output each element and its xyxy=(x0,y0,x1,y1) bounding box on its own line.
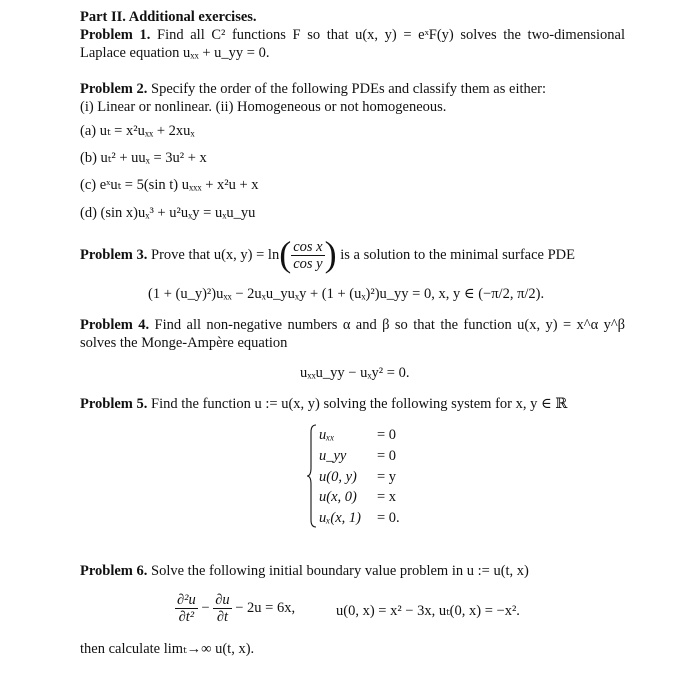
problem-2-line2: (i) Linear or nonlinear. (ii) Homogeneous or not homogeneous. xyxy=(80,99,447,115)
system-row: uₓₓ = 0 xyxy=(319,427,397,443)
problem-4-line2: solves the Monge-Ampère equation xyxy=(80,335,288,351)
left-brace xyxy=(307,424,317,528)
problem-2-item-c: (c) eˣuₜ = 5(sin t) uₓₓₓ + x²u + x xyxy=(80,177,259,193)
problem-2 xyxy=(80,80,546,116)
problem-3-pre: Prove that u(x, y) = ln xyxy=(151,247,280,263)
system-row: u(x, 0) = x xyxy=(319,489,397,505)
system-row: u_yy = 0 xyxy=(319,448,397,464)
left-paren: ( xyxy=(279,233,292,274)
problem-3-fraction xyxy=(291,239,324,272)
problem-4-line1: Find all non-negative numbers α and β so that the function u(x, y) = x^α y^β xyxy=(154,317,625,333)
problem-3 xyxy=(80,233,576,274)
right-paren: ) xyxy=(324,233,337,274)
problem-6-final: then calculate limₜ→∞ u(t, x). xyxy=(80,641,255,657)
problem-1 xyxy=(80,26,625,62)
problem-3-label: Problem 3. xyxy=(80,247,148,263)
problem-6-line1: Solve the following initial boundary value problem in u := u(t, x) xyxy=(151,563,529,579)
problem-5-label: Problem 5. xyxy=(80,396,148,412)
problem-2-item-a: (a) uₜ = x²uₓₓ + 2xuₓ xyxy=(80,123,195,139)
system-row: u(0, y) = y xyxy=(319,469,397,485)
problem-1-line2: Laplace equation uₓₓ + u_yy = 0. xyxy=(80,45,270,61)
system-row: uₓ(x, 1) = 0. xyxy=(319,510,400,526)
problem-3-post: is a solution to the minimal surface PDE xyxy=(340,247,576,263)
problem-6-equation xyxy=(175,592,295,625)
second-derivative-fraction: $\frac{\text{∂²u}}{\text{∂t²}}$ xyxy=(177,592,196,625)
problem-2-line1: Specify the order of the following PDEs and classify them as either: xyxy=(151,81,547,97)
problem-3-equation: (1 + (u_y)²)uₓₓ − 2uₓu_yuₓy + (1 + (uₓ)²)u_yy = 0, x, y ∈ (−π/2, π/2). xyxy=(148,286,545,302)
problem-2-label: Problem 2. xyxy=(80,81,148,97)
problem-5-line1: Find the function u := u(x, y) solving the following system for x, y ∈ ℝ xyxy=(151,396,568,412)
fraction-denominator: cos y xyxy=(293,256,323,273)
problem-4 xyxy=(80,316,625,352)
problem-4-label: Problem 4. xyxy=(80,317,150,333)
problem-5 xyxy=(80,395,567,413)
minus-sign: − xyxy=(201,599,210,616)
problem-6-label: Problem 6. xyxy=(80,563,148,579)
problem-2-item-d: (d) (sin x)uₓ³ + u²uₓy = uₓu_yu xyxy=(80,205,256,221)
problem-6-conditions: u(0, x) = x² − 3x, uₜ(0, x) = −x². xyxy=(336,603,520,619)
problem-4-equation: uₓₓu_yy − uₓy² = 0. xyxy=(300,365,410,381)
first-derivative-fraction: $\frac{\partial u}{\partial t}$ xyxy=(215,592,230,625)
problem-2-item-b: (b) uₜ² + uuₓ = 3u² + x xyxy=(80,150,207,166)
fraction-numerator: cos x xyxy=(293,239,323,256)
problem-1-line1: Find all C² functions F so that u(x, y) = eˣF(y) solves the two-dimensional xyxy=(157,27,626,43)
problem-1-label: Problem 1. xyxy=(80,27,151,43)
problem-6 xyxy=(80,562,529,580)
problem-5-system xyxy=(307,424,403,528)
equation-rest: − 2u = 6x, xyxy=(235,599,296,616)
part-title: Part II. Additional exercises. xyxy=(80,9,257,25)
